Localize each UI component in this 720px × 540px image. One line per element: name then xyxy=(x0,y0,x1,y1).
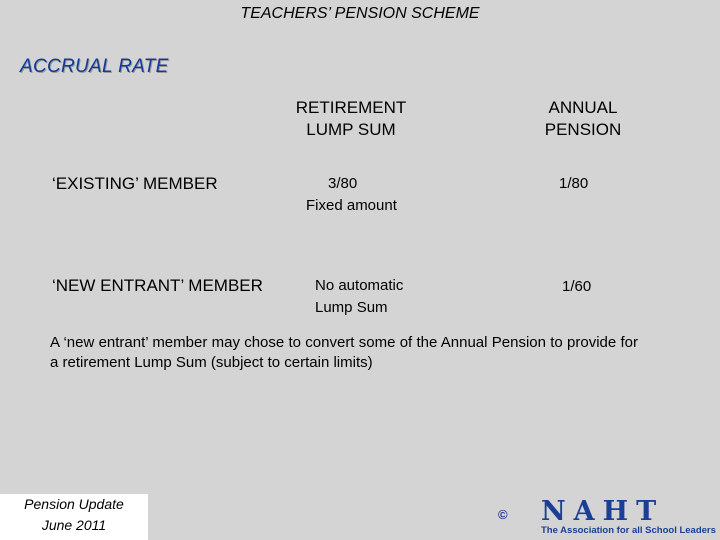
existing-lump-sum-value: 3/80 xyxy=(328,175,358,192)
footer-title: Pension Update xyxy=(24,496,124,512)
row-label-new-entrant-member: ‘NEW ENTRANT’ MEMBER xyxy=(52,276,263,295)
column-header-line: ANNUAL xyxy=(548,98,618,117)
column-header-line: RETIREMENT xyxy=(295,98,407,117)
footer-date-box xyxy=(0,494,148,540)
section-heading: ACCRUAL RATE xyxy=(20,56,169,77)
new-entrant-lump-sum-line: No automatic xyxy=(315,277,404,294)
existing-annual-pension-value: 1/80 xyxy=(559,175,589,192)
new-entrant-annual-pension-value: 1/60 xyxy=(562,278,592,295)
slide-title: TEACHERS’ PENSION SCHEME xyxy=(240,5,480,22)
naht-logo-tagline: The Association for all School Leaders xyxy=(541,525,716,536)
copyright-symbol: © xyxy=(498,507,508,522)
column-header-line: LUMP SUM xyxy=(306,120,396,139)
naht-logo xyxy=(535,496,716,538)
existing-lump-sum-cell xyxy=(306,173,426,217)
footer-date: June 2011 xyxy=(41,517,107,533)
explanatory-note: A ‘new entrant’ member may chose to convert some of the Annual Pension to provide for a retirement Lump Sum (subject to certain limits) xyxy=(50,334,638,371)
new-entrant-lump-sum-line: Lump Sum xyxy=(315,299,388,316)
row-label-existing-member: ‘EXISTING’ MEMBER xyxy=(52,174,218,193)
column-header-annual-pension xyxy=(510,97,656,141)
existing-lump-sum-note: Fixed amount xyxy=(306,197,397,214)
column-header-lump-sum xyxy=(270,97,432,141)
new-entrant-lump-sum-cell xyxy=(315,275,403,319)
naht-logo-mark: NAHT xyxy=(541,496,665,527)
column-header-line: PENSION xyxy=(544,120,622,139)
